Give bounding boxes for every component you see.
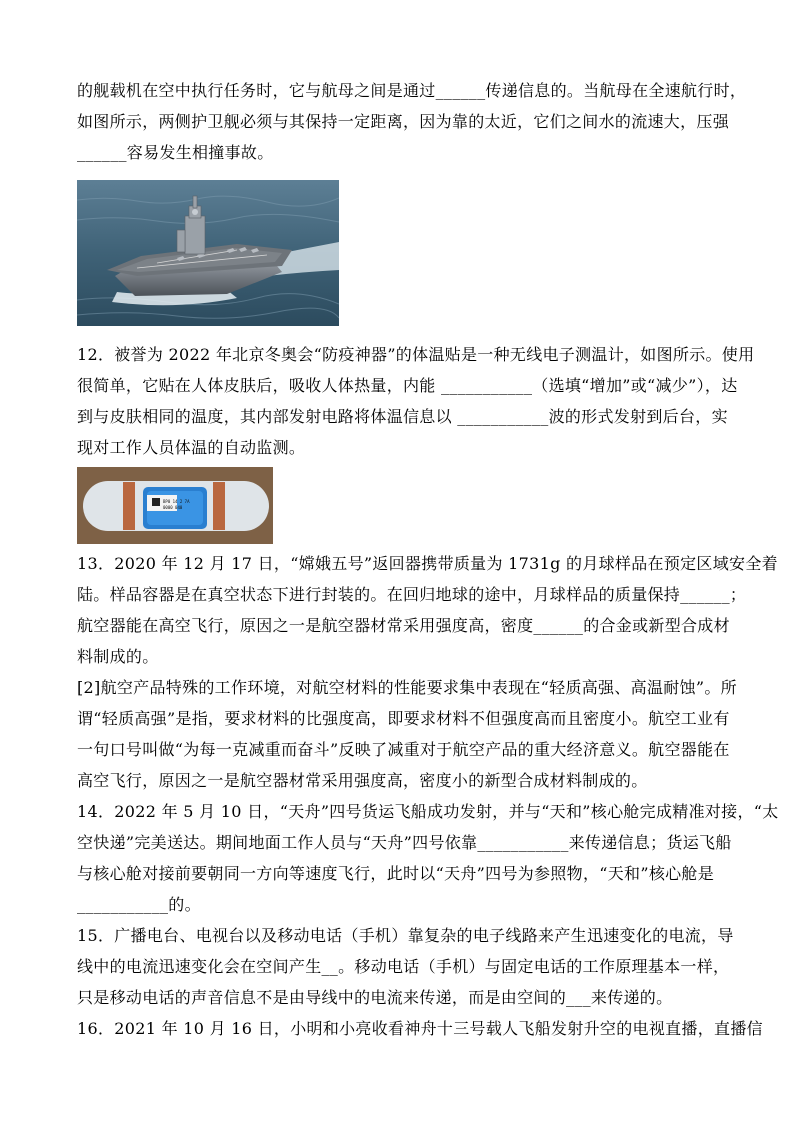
question-16-text (77, 1013, 763, 1044)
text-line: 线中的电流迅速变化会在空间产生__。移动电话（手机）与固定电话的工作原理基本一样， (77, 957, 730, 976)
question-11-text (77, 75, 747, 168)
text-line: 14．2022 年 5 月 10 日，“天舟”四号货运飞船成功发射，并与“天和”核心舱完成精准对接，“太 (77, 802, 779, 821)
sticker-label-line1: BP0 14 2 7A (163, 499, 190, 504)
text-line: [2]航空产品特殊的工作环境，对航空材料的性能要求集中表现在“轻质高强、高温耐蚀”。所 (77, 678, 737, 697)
text-line: ___________的。 (77, 895, 201, 914)
text-line: 到与皮肤相同的温度，其内部发射电路将体温信息以 ___________波的形式发射到后台，实 (77, 407, 728, 426)
text-line: 空快递”完美送达。期间地面工作人员与“天舟”四号依靠___________来传递信息；货运飞船 (77, 833, 732, 852)
text-line: 只是移动电话的声音信息不是由导线中的电流来传递，而是由空间的___来传递的。 (77, 988, 673, 1007)
text-line: 的舰载机在空中执行任务时，它与航母之间是通过______传递信息的。当航母在全速航行时， (77, 81, 747, 100)
aircraft-carrier-image (77, 180, 339, 326)
text-line: 谓“轻质高强”是指，要求材料的比强度高，即要求材料不但强度高而且密度小。航空工业有 (77, 709, 730, 728)
temperature-sticker-image (77, 467, 273, 544)
text-line: 现对工作人员体温的自动监测。 (77, 438, 306, 457)
text-line: 15．广播电台、电视台以及移动电话（手机）靠复杂的电子线路来产生迅速变化的电流，导 (77, 926, 734, 945)
question-13-text (77, 548, 778, 672)
text-line: 料制成的。 (77, 647, 159, 666)
text-line: 16．2021 年 10 月 16 日，小明和小亮收看神舟十三号载人飞船发射升空的电视直播，直播信 (77, 1019, 763, 1038)
explanation-text (77, 672, 737, 796)
text-line: 很简单，它贴在人体皮肤后，吸收人体热量，内能 ___________（选填“增加”或“减少”），达 (77, 376, 738, 395)
text-line: 高空飞行，原因之一是航空器材常采用强度高，密度小的新型合成材料制成的。 (77, 771, 648, 790)
sticker-label-line2: 0000 040 (163, 505, 183, 510)
text-line: 陆。样品容器是在真空状态下进行封装的。在回归地球的途中，月球样品的质量保持______； (77, 585, 747, 604)
text-line: 航空器能在高空飞行，原因之一是航空器材常采用强度高，密度______的合金或新型合成材 (77, 616, 730, 635)
question-14-text (77, 796, 779, 920)
text-line: ______容易发生相撞事故。 (77, 143, 274, 162)
text-line: 13．2020 年 12 月 17 日，“嫦娥五号”返回器携带质量为 1731g 的月球样品在预定区域安全着 (77, 554, 778, 573)
document-page (77, 75, 779, 1044)
question-12-text (77, 339, 755, 463)
question-15-text (77, 920, 734, 1013)
text-line: 12．被誉为 2022 年北京冬奥会“防疫神器”的体温贴是一种无线电子测温计，如图所示。使用 (77, 345, 755, 364)
text-line: 与核心舱对接前要朝同一方向等速度飞行，此时以“天舟”四号为参照物，“天和”核心舱是 (77, 864, 715, 883)
text-line: 如图所示，两侧护卫舰必须与其保持一定距离，因为靠的太近，它们之间水的流速大，压强 (77, 112, 730, 131)
text-line: 一句口号叫做“为每一克减重而奋斗”反映了减重对于航空产品的重大经济意义。航空器能在 (77, 740, 730, 759)
